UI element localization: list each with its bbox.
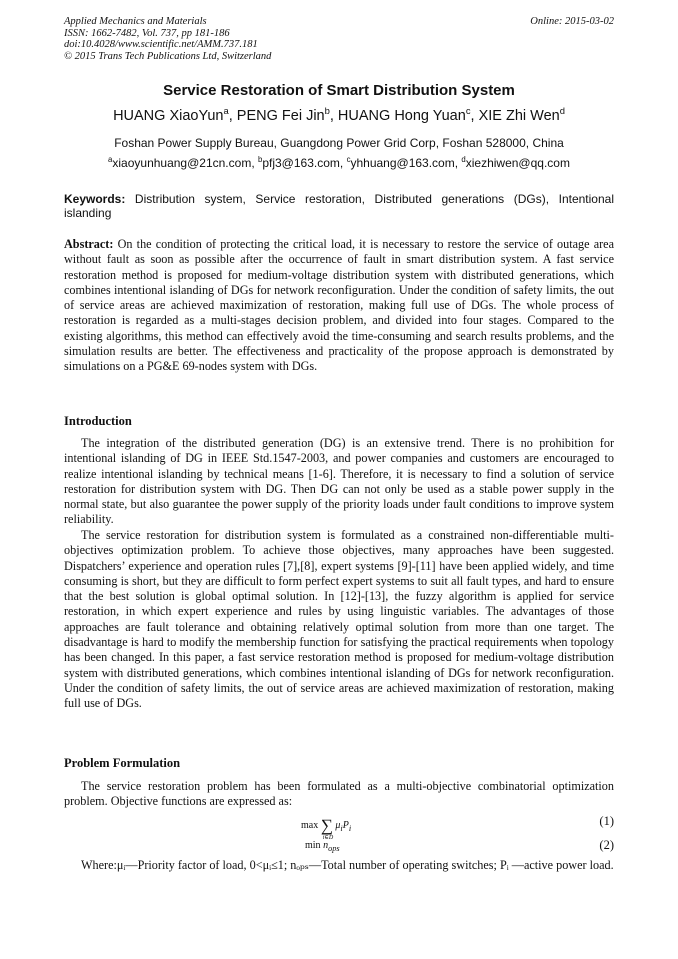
email-link[interactable]: pfj3@163.com — [262, 156, 340, 170]
abstract-label: Abstract: — [64, 237, 114, 251]
equation-2-expression — [305, 840, 340, 853]
summation-symbol: ∑ i∈D — [320, 816, 334, 841]
email-mark: c — [346, 155, 351, 164]
paper-title: Service Restoration of Smart Distribution System — [163, 82, 515, 99]
equation-2-number: (2) — [599, 838, 614, 852]
eq1-p-subscript: i — [348, 824, 352, 833]
author-separator: , — [329, 108, 338, 124]
email-separator: , — [251, 156, 258, 170]
email-separator: , — [454, 156, 462, 170]
eq1-sum-subscript: i∈D — [322, 835, 334, 841]
email-link[interactable]: xiaoyunhuang@21cn.com — [112, 156, 252, 170]
email-separator: , — [339, 156, 347, 170]
section-heading-introduction: Introduction — [64, 414, 132, 428]
intro-paragraph-1: The integration of the distributed generation (DG) is an extensive trend. There is no prohibition for intentional islanding of DG in IEEE Std.1547-2003, and power companies and customers are encouraged to realize intentional islanding by technical means [1-6]. Therefore, it is necessary to find a solution of service restoration for distribution system with DG. Then DG can not only be used as a stable power supply in the normal state, but also guarantee the power supply of the priority loads under fault conditions to improve system reliability. — [64, 436, 614, 527]
keywords-label: Keywords: — [64, 192, 126, 206]
equation-1 — [64, 812, 614, 841]
eq2-function: min — [305, 840, 321, 851]
email-mark: b — [257, 155, 263, 164]
equation-2 — [64, 836, 614, 858]
eq2-n-subscript: ops — [328, 844, 340, 853]
journal-issn: ISSN: 1662-7482, Vol. 737, pp 181-186 — [64, 27, 230, 39]
keywords-block — [64, 192, 614, 220]
email-link[interactable]: yhhuang@163.com — [350, 156, 455, 170]
author-separator: , — [470, 108, 479, 124]
affiliation: Foshan Power Supply Bureau, Guangdong Power Grid Corp, Foshan 528000, China — [114, 136, 564, 150]
eq1-function: max — [301, 820, 319, 831]
author-mark: b — [324, 105, 330, 117]
author: XIE Zhi Wen — [478, 108, 560, 124]
section-heading-problem: Problem Formulation — [64, 756, 181, 770]
journal-header — [64, 16, 614, 62]
author-mark: d — [559, 105, 565, 117]
equation-1-expression — [301, 816, 352, 841]
author-mark: c — [465, 105, 471, 117]
abstract-text: On the condition of protecting the critical load, it is necessary to restore the service of outage area without fault as soon as possible after the occurrence of fault in smart distribution system. A fast service restoration method is proposed for medium-voltage distribution system with distributed generations, which combines intentional islanding of DGs for network reconfiguration. Under the condition of safety limits, the out of service areas are achieved maximization of restoration, making full use of DGs. The whole process of restoration is regarded as a multi-stages decision problem, and divided into four stages. Compared to the existing algorithms, this method can effectively avoid the time-consuming and search results problems, and the simulation results are better. The effectiveness and practicality of the propose approach is demonstrated by simulations on a PG&E 69-nodes system with DGs. — [64, 237, 615, 374]
author: HUANG Hong Yuan — [337, 108, 466, 124]
where-definitions: Where:μᵢ—Priority factor of load, 0<μᵢ≤1; nₒₚₛ—Total number of operating switches; Pᵢ —active power load. — [81, 858, 614, 872]
journal-name: Applied Mechanics and Materials — [64, 16, 207, 27]
keywords-text: Distribution system, Service restoration, Distributed generations (DGs), Intentional islanding — [64, 192, 614, 220]
author-mark: a — [223, 105, 229, 117]
email-link[interactable]: xiezhiwen@qq.com — [465, 156, 570, 170]
author: HUANG XiaoYun — [113, 108, 224, 124]
author: PENG Fei Jin — [236, 108, 325, 124]
email-mark: d — [461, 155, 466, 164]
email-mark: a — [108, 155, 113, 164]
eq1-mu-subscript: i — [340, 824, 343, 833]
abstract-block — [64, 237, 614, 375]
equation-1-number: (1) — [599, 814, 614, 828]
eq1-p: P — [342, 820, 349, 831]
eq2-n: n — [323, 840, 329, 851]
online-date: Online: 2015-03-02 — [530, 16, 614, 27]
problem-paragraph: The service restoration problem has been formulated as a multi-objective combinatorial optimization problem. Objective functions are expressed as: — [64, 779, 614, 809]
journal-copyright: © 2015 Trans Tech Publications Ltd, Switzerland — [64, 50, 272, 62]
author-list — [64, 105, 614, 124]
journal-doi: doi:10.4028/www.scientific.net/AMM.737.181 — [64, 39, 258, 50]
eq1-mu: μ — [335, 820, 341, 831]
author-separator: , — [228, 108, 237, 124]
intro-paragraph-2: The service restoration for distribution system is formulated as a constrained non-differentiable multi-objectives optimization problem. To achieve those objectives, many approaches have been suggested. Dispatchers’ experience and operation rules [7],[8], expert systems [9]-[11] have been applied widely, and time consuming is short, but they are difficult to form perfect expert systems to suit all fault types, and hard to ensure that the best solution is global optimal solution. In [12]-[13], the fuzzy algorithm is applied for service restoration, in which expert experience and rules by using linguistic variables. The advantages of those approaches are fault tolerance and obtaining relatively optimal solution from more than one target. The disadvantage is hard to modify the membership function for satisfying the practical requirements when topology has been changed. In this paper, a fast service restoration method is proposed for medium-voltage distribution system with distributed generations, which combines intentional islanding of DGs for network reconfiguration. Under the condition of safety limits, the out of service areas are achieved maximization of restoration, making full use of DGs. — [64, 528, 614, 711]
email-list — [64, 156, 614, 170]
